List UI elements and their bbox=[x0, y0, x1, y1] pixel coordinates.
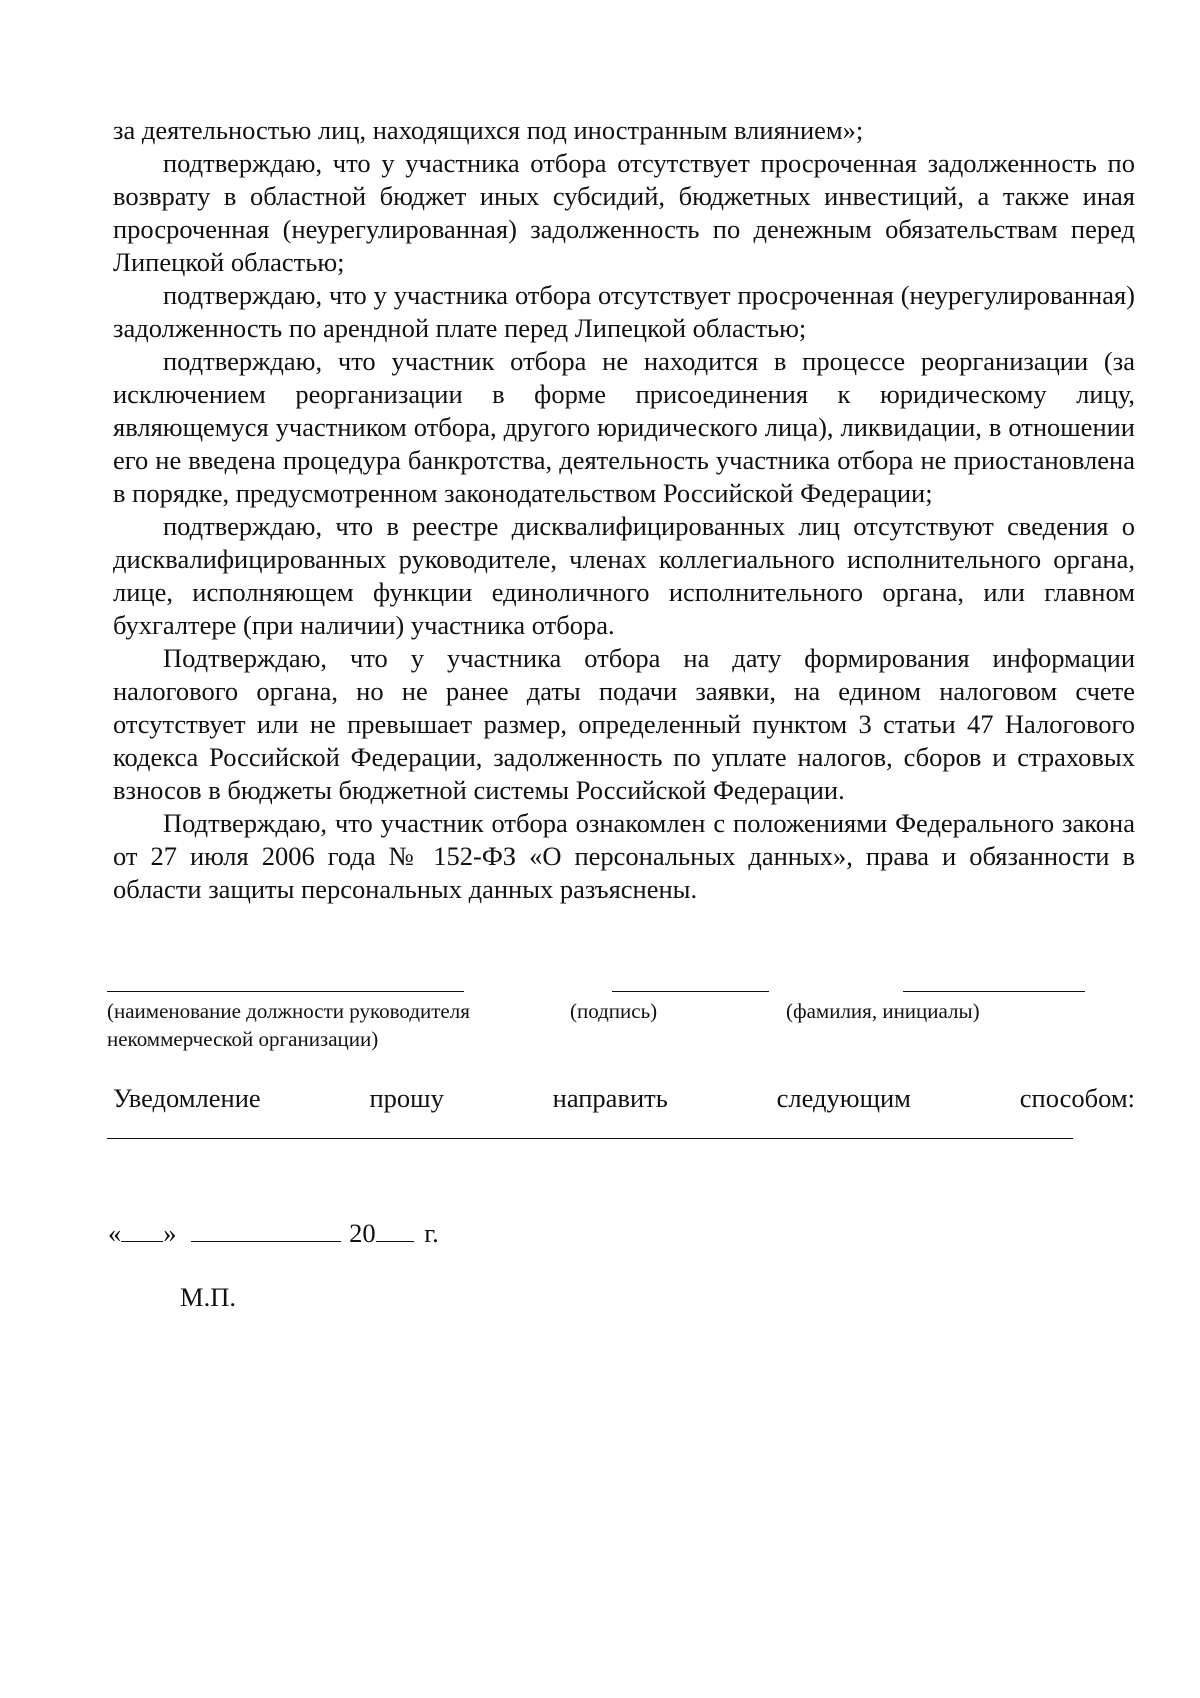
year-prefix: 20 bbox=[349, 1218, 376, 1248]
paragraph-rent-debt: подтверждаю, что у участника отбора отсутствует просроченная (неурегулированная) задолженность по арендной плате перед Липецкой областью; bbox=[113, 280, 1135, 343]
position-caption bbox=[107, 997, 547, 1053]
paragraph-personal-data: Подтверждаю, что участник отбора ознакомлен с положениями Федерального закона от 27 июля 2006 года № 152-ФЗ «О персональных данных», права и обязанности в области защиты персональных данных разъяснены. bbox=[113, 808, 1135, 904]
name-signature-line bbox=[903, 991, 1085, 992]
notice-request bbox=[113, 1081, 1135, 1115]
date-close-quote: » bbox=[163, 1218, 177, 1248]
paragraph-disqualified-persons: подтверждаю, что в реестре дисквалифицированных лиц отсутствуют сведения о дисквалифицированных руководителе, членах коллегиального исполнительного органа, лице, исполняющем функции единоличного исполнительного органа, или главном бухгалтере (при наличии) участника отбора. bbox=[113, 511, 1135, 640]
year-blank bbox=[376, 1215, 414, 1242]
notice-word-4: следующим bbox=[776, 1083, 911, 1113]
paragraph-tax-account: Подтверждаю, что у участника отбора на дату формирования информации налогового органа, но не ранее даты подачи заявки, на едином налоговом счете отсутствует или не превышает размер, определенный пунктом 3 статьи 47 Налогового кодекса Российской Федерации, задолженность по уплате налогов, сборов и страховых взносов в бюджеты бюджетной системы Российской Федерации. bbox=[113, 643, 1135, 805]
date-open-quote: « bbox=[108, 1218, 122, 1248]
date-field bbox=[108, 1215, 439, 1250]
paragraph-continuation: за деятельностью лиц, находящихся под иностранным влиянием»; bbox=[113, 115, 864, 145]
signature-line bbox=[612, 991, 769, 992]
name-caption: (фамилия, инициалы) bbox=[786, 999, 980, 1023]
notice-word-2: прошу bbox=[369, 1083, 444, 1113]
month-blank bbox=[191, 1215, 341, 1242]
paragraph-debt-to-budget: подтверждаю, что у участника отбора отсутствует просроченная задолженность по возврату в областной бюджет иных субсидий, бюджетных инвестиций, а также иная просроченная (неурегулированная) задолженность по денежным обязательствам перед Липецкой областью; bbox=[113, 148, 1135, 277]
document-body bbox=[113, 114, 1135, 906]
notice-method-line bbox=[107, 1138, 1073, 1139]
notice-word-5: способом: bbox=[1019, 1083, 1135, 1113]
position-caption-line2: некоммерческой организации) bbox=[107, 1027, 379, 1051]
notice-word-3: направить bbox=[552, 1083, 668, 1113]
signature-caption: (подпись) bbox=[570, 999, 658, 1023]
day-blank bbox=[121, 1215, 163, 1242]
position-caption-line1: (наименование должности руководителя bbox=[107, 999, 470, 1023]
stamp-place-label: М.П. bbox=[180, 1282, 236, 1312]
position-signature-line bbox=[107, 991, 464, 992]
year-suffix: г. bbox=[424, 1218, 439, 1248]
notice-word-1: Уведомление bbox=[113, 1083, 261, 1113]
paragraph-reorganization: подтверждаю, что участник отбора не находится в процессе реорганизации (за исключением реорганизации в форме присоединения к юридическому лицу, являющемуся участником отбора, другого юридического лица), ликвидации, в отношении его не введена процедура банкротства, деятельность участника отбора не приостановлена в порядке, предусмотренном законодательством Российской Федерации; bbox=[113, 346, 1135, 508]
